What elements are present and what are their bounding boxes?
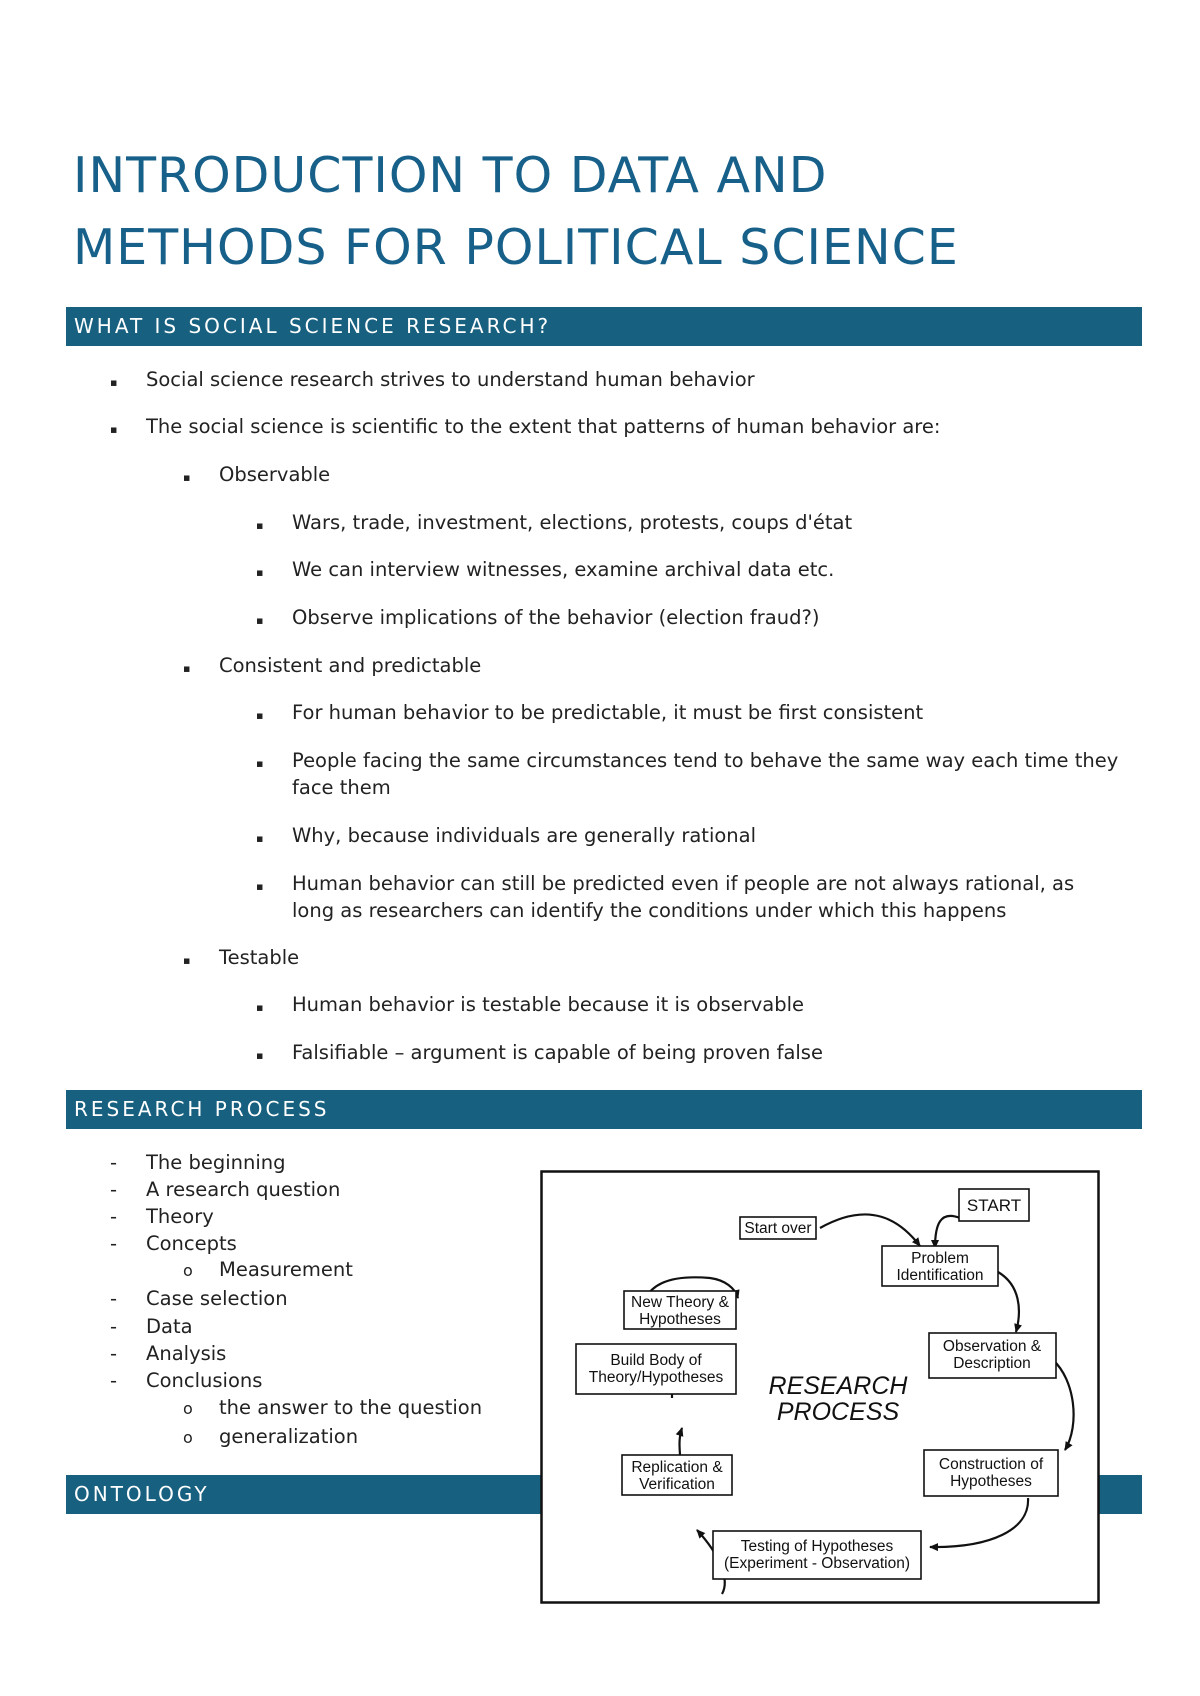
new-theory-label-2: Hypotheses bbox=[639, 1311, 721, 1328]
dash-marker: - bbox=[110, 1151, 118, 1174]
process-item: Analysis bbox=[146, 1342, 227, 1365]
sub-marker: o bbox=[183, 1428, 193, 1447]
process-subitem: the answer to the question bbox=[219, 1396, 483, 1419]
bullet-icon: ▪ bbox=[256, 709, 264, 722]
bullet-icon: ▪ bbox=[110, 376, 118, 389]
dash-marker: - bbox=[110, 1178, 118, 1201]
dash-marker: - bbox=[110, 1287, 118, 1310]
bullet-icon: ▪ bbox=[183, 471, 191, 484]
list-item: Falsifiable – argument is capable of being proven false bbox=[292, 1041, 823, 1064]
bullet-icon: ▪ bbox=[183, 662, 191, 675]
list-item: People facing the same circumstances tend to behave the same way each time they face them bbox=[292, 749, 1119, 799]
list-item: The social science is scientific to the extent that patterns of human behavior are: bbox=[146, 415, 941, 438]
list-item: Why, because individuals are generally rational bbox=[292, 824, 757, 847]
dash-marker: - bbox=[110, 1232, 118, 1255]
sub-marker: o bbox=[183, 1399, 193, 1418]
list-item: Human behavior is testable because it is observable bbox=[292, 993, 805, 1016]
title-line-1: INTRODUCTION TO DATA AND bbox=[73, 147, 828, 204]
list-item: Human behavior can still be predicted even if people are not always rational, as long as researchers can identify the conditions under which this happens bbox=[292, 872, 1075, 922]
bullet-icon: ▪ bbox=[256, 614, 264, 627]
observation-label-1: Observation & bbox=[942, 1338, 1042, 1355]
start-over-label: Start over bbox=[744, 1220, 812, 1237]
bullet-icon: ▪ bbox=[256, 880, 264, 893]
section-header-ontology: ONTOLOGY bbox=[66, 1475, 1142, 1514]
research-process-diagram bbox=[540, 1170, 1100, 1604]
bullet-icon: ▪ bbox=[256, 832, 264, 845]
list-item: Social science research strives to understand human behavior bbox=[146, 368, 755, 391]
construction-label-1: Construction of bbox=[938, 1456, 1044, 1473]
diagram-center-title-2: PROCESS bbox=[776, 1398, 900, 1426]
problem-label-1: Problem bbox=[911, 1250, 969, 1267]
dash-marker: - bbox=[110, 1342, 118, 1365]
process-item: Conclusions bbox=[146, 1369, 263, 1392]
testing-label-2: (Experiment - Observation) bbox=[723, 1555, 911, 1572]
section-header-social-science: WHAT IS SOCIAL SCIENCE RESEARCH? bbox=[66, 307, 1142, 346]
bullet-icon: ▪ bbox=[256, 519, 264, 532]
problem-label-2: Identification bbox=[896, 1267, 984, 1284]
list-item-consistent: Consistent and predictable bbox=[219, 654, 482, 677]
construction-label-2: Hypotheses bbox=[950, 1473, 1032, 1490]
start-label: START bbox=[966, 1196, 1022, 1215]
process-item: Data bbox=[146, 1315, 193, 1338]
replication-label-1: Replication & bbox=[631, 1459, 723, 1476]
process-item: Case selection bbox=[146, 1287, 288, 1310]
new-theory-label-1: New Theory & bbox=[631, 1294, 729, 1311]
sub-marker: o bbox=[183, 1261, 193, 1280]
observation-label-2: Description bbox=[953, 1355, 1031, 1372]
bullet-icon: ▪ bbox=[256, 757, 264, 770]
process-item: The beginning bbox=[146, 1151, 286, 1174]
list-item: Wars, trade, investment, elections, protests, coups d'état bbox=[292, 511, 853, 534]
list-item-testable: Testable bbox=[219, 946, 300, 969]
bullet-icon: ▪ bbox=[256, 1001, 264, 1014]
list-item: We can interview witnesses, examine archival data etc. bbox=[292, 558, 835, 581]
diagram-center-title-1: RESEARCH bbox=[768, 1372, 908, 1400]
bullet-icon: ▪ bbox=[256, 1049, 264, 1062]
section-header-research-process: RESEARCH PROCESS bbox=[66, 1090, 1142, 1129]
build-body-label-1: Build Body of bbox=[610, 1352, 702, 1369]
process-item: Concepts bbox=[146, 1232, 237, 1255]
dash-marker: - bbox=[110, 1369, 118, 1392]
list-item: Observe implications of the behavior (election fraud?) bbox=[292, 606, 820, 629]
bullet-icon: ▪ bbox=[256, 566, 264, 579]
process-subitem: Measurement bbox=[219, 1258, 353, 1281]
bullet-icon: ▪ bbox=[110, 423, 118, 436]
page-title bbox=[73, 140, 1133, 284]
testing-label-1: Testing of Hypotheses bbox=[740, 1538, 894, 1555]
list-item-observable: Observable bbox=[219, 463, 331, 486]
bullet-icon: ▪ bbox=[183, 954, 191, 967]
replication-label-2: Verification bbox=[639, 1476, 715, 1493]
process-item: A research question bbox=[146, 1178, 341, 1201]
dash-marker: - bbox=[110, 1205, 118, 1228]
list-item: For human behavior to be predictable, it must be first consistent bbox=[292, 701, 924, 724]
title-line-2: METHODS FOR POLITICAL SCIENCE bbox=[73, 219, 959, 276]
build-body-label-2: Theory/Hypotheses bbox=[588, 1369, 724, 1386]
process-subitem: generalization bbox=[219, 1425, 359, 1448]
process-item: Theory bbox=[146, 1205, 214, 1228]
dash-marker: - bbox=[110, 1315, 118, 1338]
